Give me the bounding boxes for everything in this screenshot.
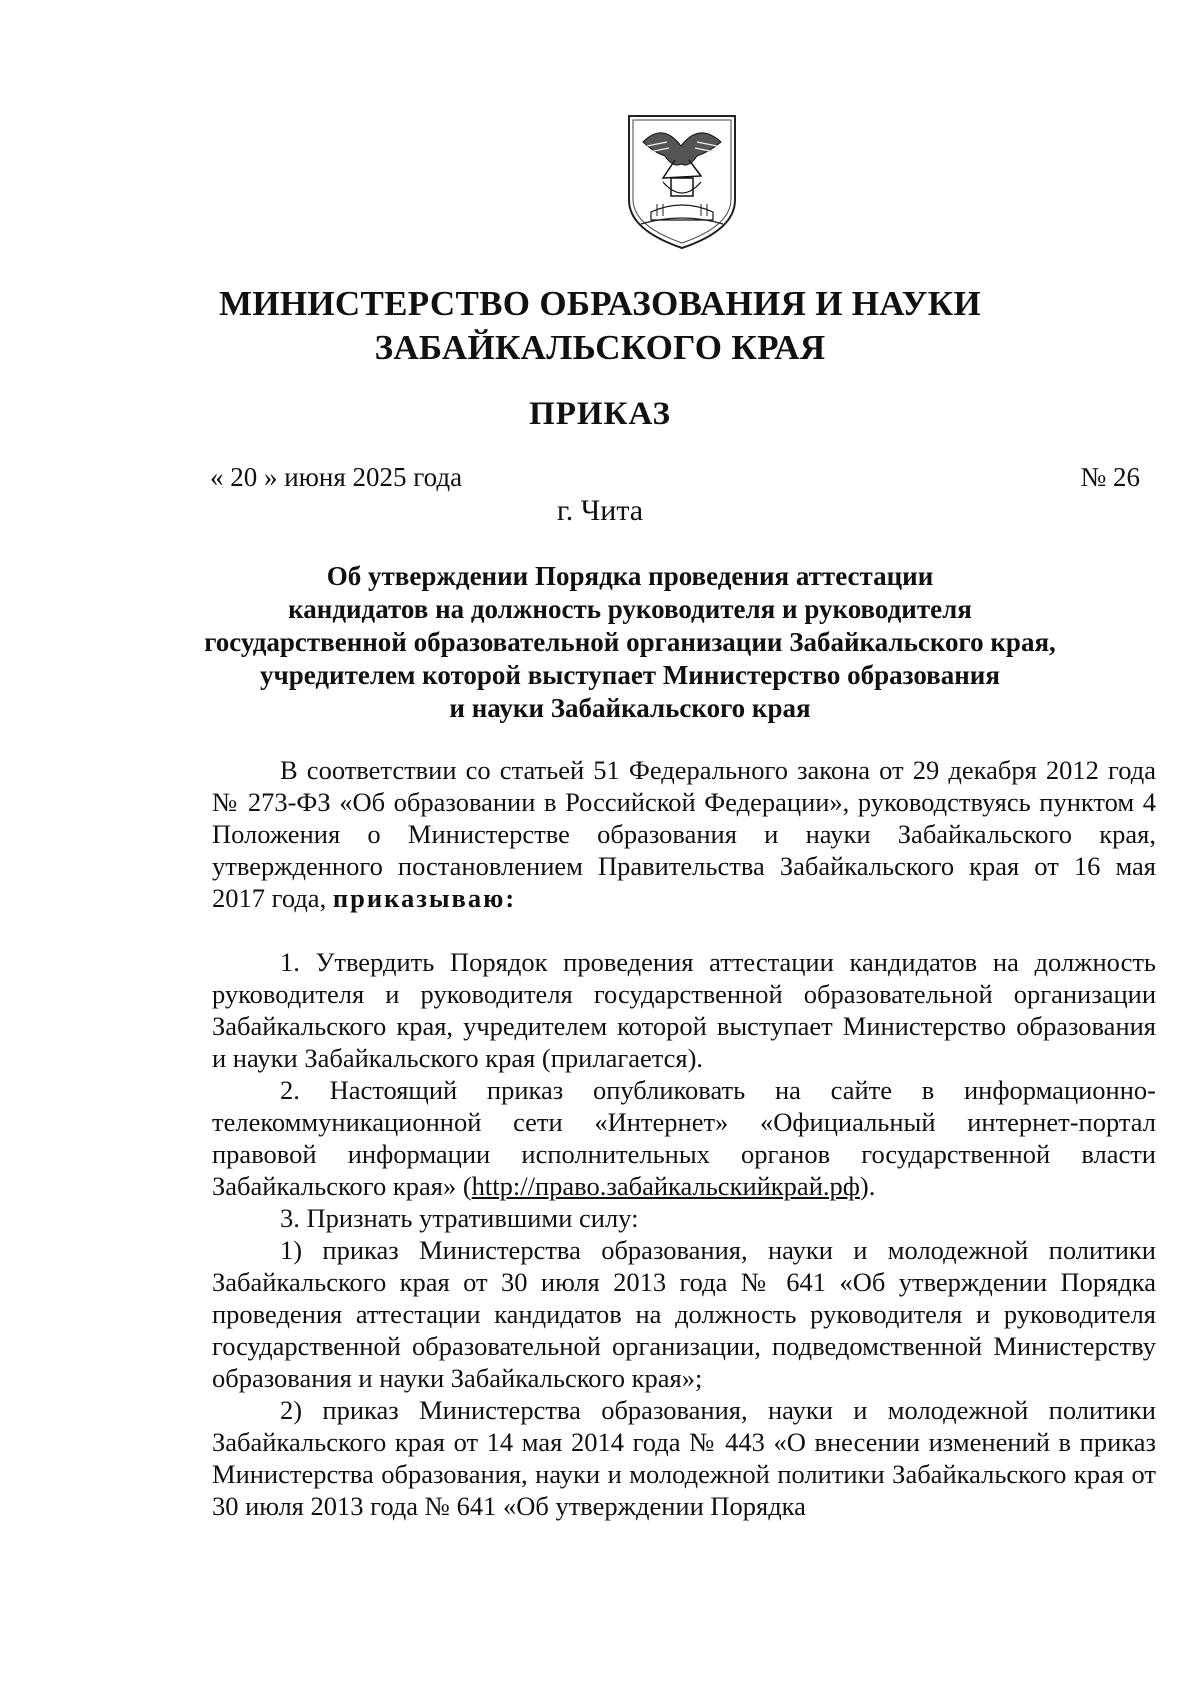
order-title-line: кандидатов на должность руководителя и руководителя bbox=[288, 594, 972, 624]
preamble-text: В соответствии со статьей 51 Федерального закона от 29 декабря 2012 года № 273-ФЗ «Об образовании в Российской Федерации», руководствуясь пунктом 4 Положения о Министерстве образования и науки Забайкальского края, утвержденного постановлением Правительства Забайкальского края от 16 мая 2017 года, bbox=[212, 755, 1156, 913]
order-title-line: учредителем которой выступает Министерство образования bbox=[260, 660, 1000, 690]
item-3-paragraph: 3. Признать утратившими силу: bbox=[280, 1203, 639, 1233]
order-title-line: государственной образовательной организации Забайкальского края, bbox=[204, 627, 1056, 657]
order-number: № 26 bbox=[1080, 462, 1140, 492]
document-type: ПРИКАЗ bbox=[529, 396, 671, 432]
item-3-2-paragraph: 2) приказ Министерства образования, науки и молодежной политики Забайкальского края от 14 мая 2014 года № 443 «О внесении изменений в приказ Министерства образования, науки и молодежной политики Забайкальского края от 30 июля 2013 года № 641 «Об утверждении Порядка bbox=[212, 1395, 1156, 1521]
item-3-1-paragraph: 1) приказ Министерства образования, науки и молодежной политики Забайкальского края от 30 июля 2013 года № 641 «Об утверждении Порядка проведения аттестации кандидатов на должность руководителя и руководителя государственной образовательной организации, подведомственной Министерству образования и науки Забайкальского края»; bbox=[212, 1235, 1156, 1393]
preamble-paragraph bbox=[212, 754, 1156, 914]
order-title-line: Об утверждении Порядка проведения аттестации bbox=[326, 561, 934, 591]
order-title bbox=[180, 560, 1080, 725]
item-2-text: 2. Настоящий приказ опубликовать на сайте в информационно-телекоммуникационной сети «Интернет» «Официальный интернет-портал правовой информации исполнительных органов государственной власти Забайкальского края» ( bbox=[212, 1075, 1156, 1201]
city: г. Чита bbox=[556, 494, 644, 527]
ministry-name-line-2: ЗАБАЙКАЛЬСКОГО КРАЯ bbox=[374, 328, 826, 367]
portal-link[interactable]: http://право.забайкальскийкрай.рф bbox=[471, 1171, 860, 1201]
order-date: « 20 » июня 2025 года bbox=[210, 462, 463, 492]
item-2-paragraph bbox=[212, 1074, 1156, 1202]
ministry-name-line-1: МИНИСТЕРСТВО ОБРАЗОВАНИЯ И НАУКИ bbox=[219, 284, 981, 323]
order-title-line: и науки Забайкальского края bbox=[449, 693, 811, 723]
item-2-tail: ). bbox=[859, 1171, 876, 1201]
item-1-paragraph: 1. Утвердить Порядок проведения аттестации кандидатов на должность руководителя и руководителя государственной образовательной организации Забайкальского края, учредителем которой выступает Министерство образования и науки Забайкальского края (прилагается). bbox=[212, 947, 1156, 1073]
coat-of-arms-emblem-icon bbox=[623, 112, 741, 252]
order-word: приказываю: bbox=[332, 883, 517, 913]
order-body bbox=[212, 754, 1156, 1522]
ministry-name bbox=[0, 282, 1200, 370]
